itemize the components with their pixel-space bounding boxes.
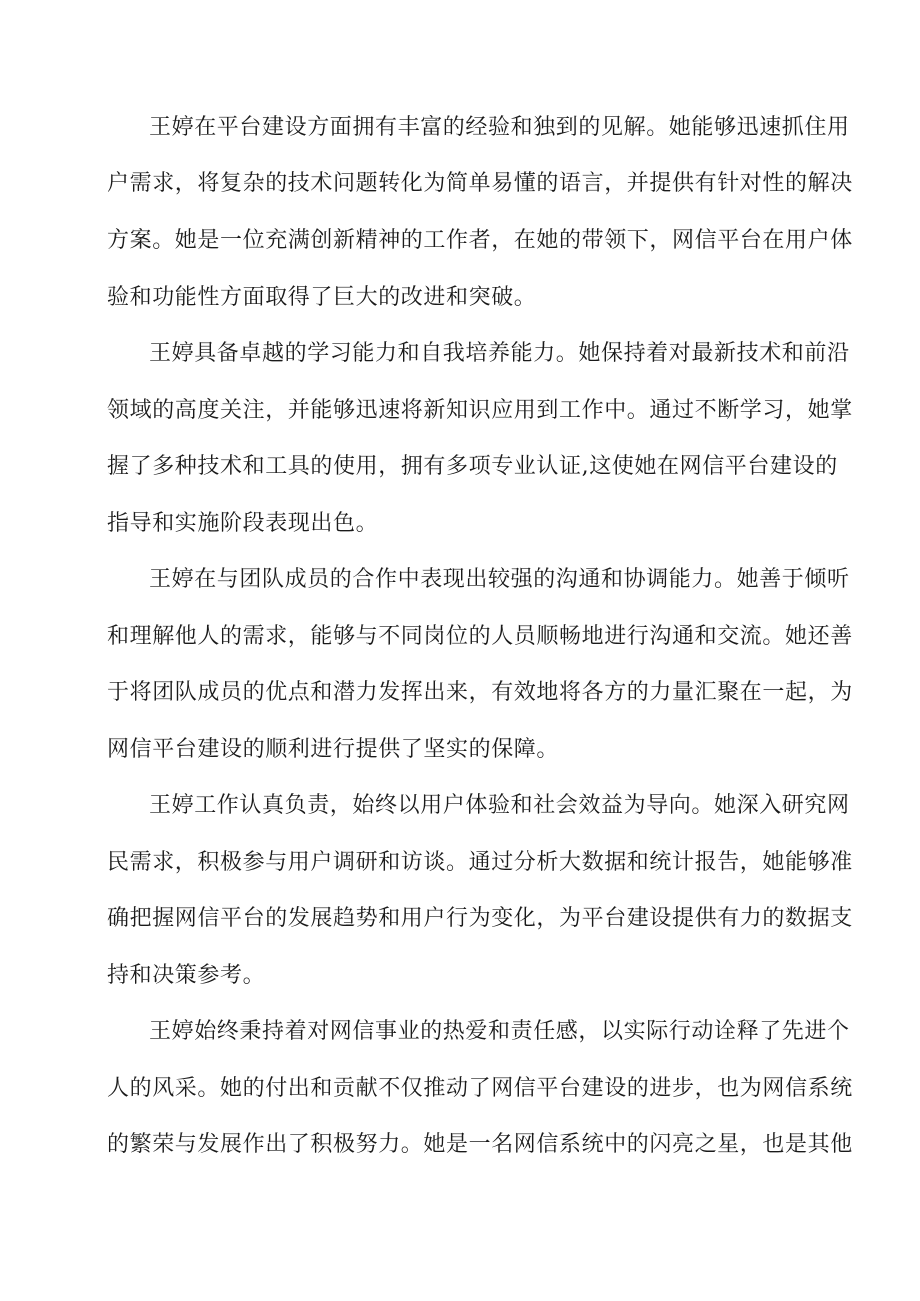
- paragraph-4-line-1: 王婷工作认真负责，始终以用户体验和社会效益为导向。她深入研究网: [149, 793, 850, 818]
- paragraph-3-line-3: 于将团队成员的优点和潜力发挥出来，有效地将各方的力量汇聚在一起，为: [107, 680, 853, 705]
- paragraph-4-line-4: 持和决策参考。: [107, 963, 266, 988]
- paragraph-5-line-1: 王婷始终秉持着对网信事业的热爱和责任感，以实际行动诠释了先进个: [149, 1019, 850, 1044]
- paragraph-2-line-2: 领域的高度关注，并能够迅速将新知识应用到工作中。通过不断学习，她掌: [107, 398, 853, 423]
- paragraph-4-line-3: 确把握网信平台的发展趋势和用户行为变化，为平台建设提供有力的数据支: [107, 906, 853, 931]
- paragraph-5-line-2: 人的风采。她的付出和贡献不仅推动了网信平台建设的进步，也为网信系统: [107, 1076, 853, 1101]
- paragraph-3-line-1: 王婷在与团队成员的合作中表现出较强的沟通和协调能力。她善于倾听: [149, 567, 850, 592]
- paragraph-2-line-4: 指导和实施阶段表现出色。: [107, 511, 379, 536]
- paragraph-5-line-3: 的繁荣与发展作出了积极努力。她是一名网信系统中的闪亮之星，也是其他: [107, 1132, 853, 1157]
- paragraph-3-line-2: 和理解他人的需求，能够与不同岗位的人员顺畅地进行沟通和交流。她还善: [107, 624, 853, 649]
- paragraph-2-line-3: 握了多种技术和工具的使用，拥有多项专业认证,这使她在网信平台建设的: [107, 454, 838, 479]
- paragraph-4-line-2: 民需求，积极参与用户调研和访谈。通过分析大数据和统计报告，她能够准: [107, 850, 853, 875]
- paragraph-1-line-4: 验和功能性方面取得了巨大的改进和突破。: [107, 285, 537, 310]
- paragraph-3-line-4: 网信平台建设的顺利进行提供了坚实的保障。: [107, 737, 560, 762]
- paragraph-1-line-2: 户需求，将复杂的技术问题转化为简单易懂的语言，并提供有针对性的解决: [107, 171, 853, 196]
- paragraph-1-line-3: 方案。她是一位充满创新精神的工作者，在她的带领下，网信平台在用户体: [107, 228, 853, 253]
- paragraph-2-line-1: 王婷具备卓越的学习能力和自我培养能力。她保持着对最新技术和前沿: [149, 341, 850, 366]
- paragraph-1-line-1: 王婷在平台建设方面拥有丰富的经验和独到的见解。她能够迅速抓住用: [149, 115, 850, 140]
